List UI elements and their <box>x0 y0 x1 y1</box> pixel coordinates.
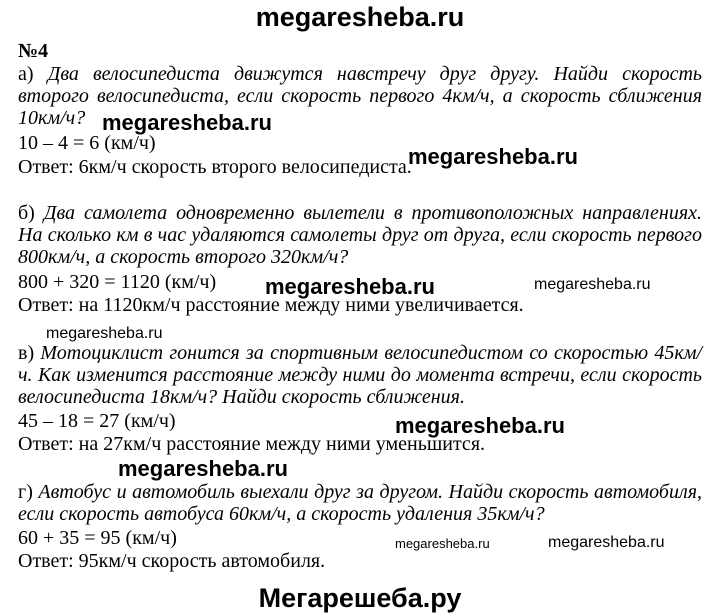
problem-number: №4 <box>18 40 49 62</box>
section-b-text: Два самолета одновременно вылетели в противоположных направлениях. На сколько км в час удаляются самолеты друг от друга, если скорость первого 800км/ч, а скорость второго 320км/ч? <box>18 202 702 268</box>
section-d-letter: г) <box>18 481 33 503</box>
section-c-question <box>18 342 702 408</box>
section-d-question <box>18 481 702 525</box>
watermark: megaresheba.ru <box>548 534 665 551</box>
section-c-calc: 45 – 18 = 27 (км/ч) <box>18 410 176 432</box>
site-header: megaresheba.ru <box>255 2 465 32</box>
watermark: megaresheba.ru <box>395 536 490 551</box>
site-footer: Мегарешеба.ру <box>258 583 462 613</box>
section-a-calc: 10 – 4 = 6 (км/ч) <box>18 132 156 154</box>
section-a-answer: Ответ: 6км/ч скорость второго велосипедиста. <box>18 156 412 178</box>
watermark: megaresheba.ru <box>265 274 435 299</box>
section-d-answer: Ответ: 95км/ч скорость автомобиля. <box>18 550 326 572</box>
section-c-answer: Ответ: на 27км/ч расстояние между ними уменьшится. <box>18 433 486 455</box>
section-c-text: Мотоциклист гонится за спортивным велосипедистом со скоростью 45км/ч. Как изменится расстояние между ними до момента встречи, если скорость велосипедиста 18км/ч? Найди скорость сближения. <box>18 342 703 408</box>
section-c-letter: в) <box>18 342 35 364</box>
section-d-calc: 60 + 35 = 95 (км/ч) <box>18 527 177 549</box>
watermark: megaresheba.ru <box>395 413 565 438</box>
section-b-question <box>18 202 702 268</box>
section-b-calc: 800 + 320 = 1120 (км/ч) <box>18 271 217 293</box>
section-a-text: Два велосипедиста движутся навстречу друг другу. Найди скорость второго велосипедиста, если скорость первого 4км/ч, а скорость сближения 10км/ч? <box>18 63 702 129</box>
watermark: megaresheba.ru <box>534 276 651 293</box>
watermark: megaresheba.ru <box>408 144 578 169</box>
section-b-answer: Ответ: на 1120км/ч расстояние между ними увеличивается. <box>18 294 524 316</box>
section-a-letter: а) <box>18 63 34 85</box>
watermark: megaresheba.ru <box>46 325 163 342</box>
section-d-text: Автобус и автомобиль выехали друг за другом. Найди скорость автомобиля, если скорость автобуса 60км/ч, а скорость удаления 35км/ч? <box>18 481 702 525</box>
section-b-letter: б) <box>18 202 35 224</box>
watermark: megaresheba.ru <box>102 110 272 135</box>
watermark: megaresheba.ru <box>118 456 288 481</box>
